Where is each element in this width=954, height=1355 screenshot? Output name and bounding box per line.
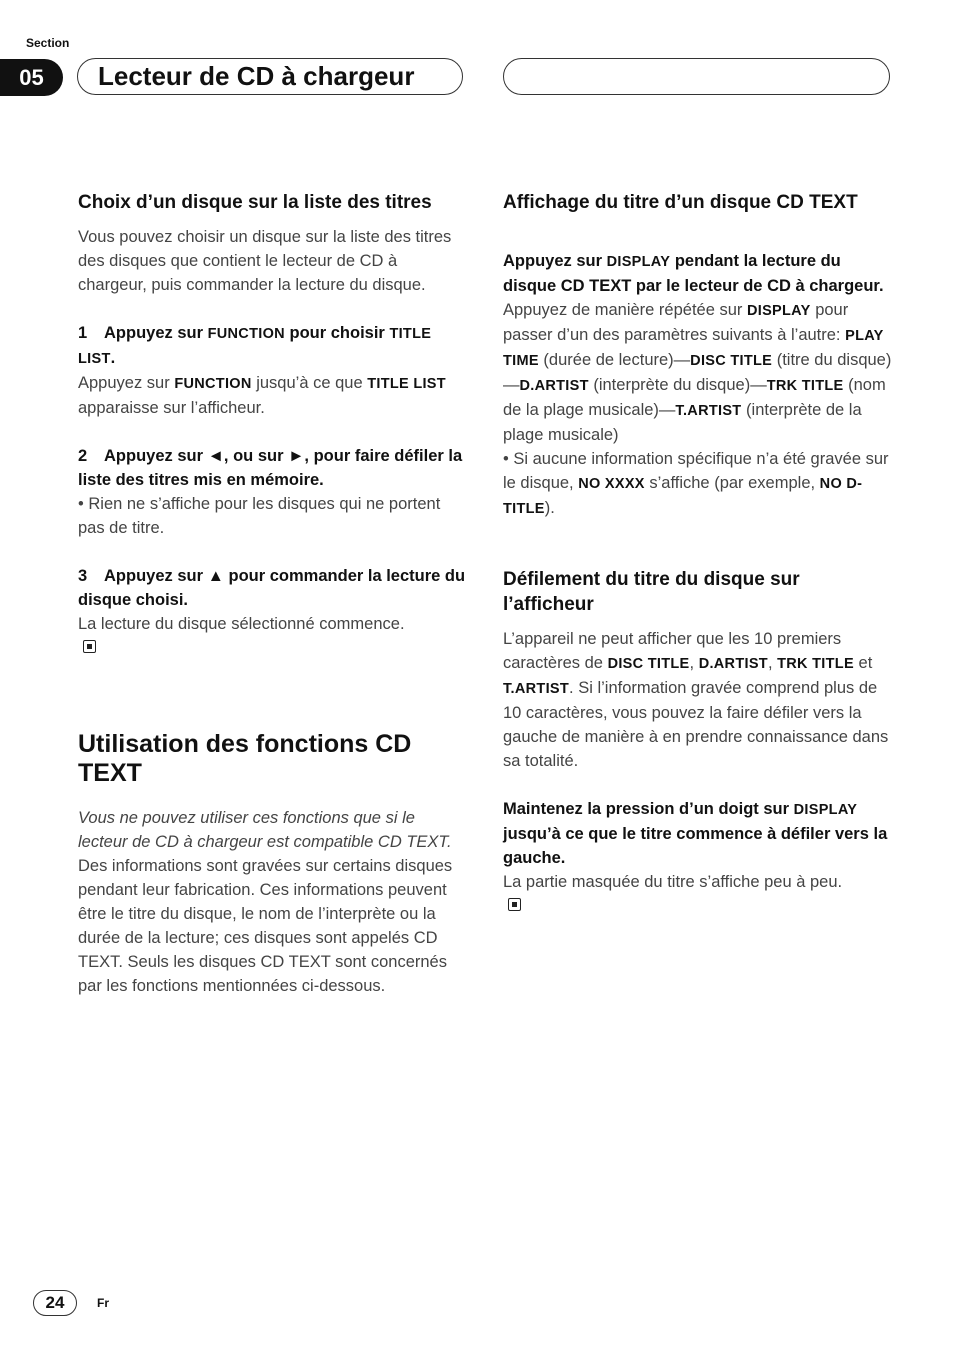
- section-label: Section: [26, 36, 70, 50]
- section-heading-cd-text: Utilisation des fonctions CD TEXT: [78, 730, 412, 787]
- step-2-instruction: 2 Appuyez sur ◄, ou sur ►, pour faire défiler la liste des titres mis en mémoire.: [78, 444, 468, 492]
- step-number: 2: [78, 447, 88, 465]
- end-of-section-icon: [508, 898, 521, 911]
- step-1-instruction: 1 Appuyez sur FUNCTION pour choisir TITLE LIST.: [78, 321, 468, 371]
- page-title: Lecteur de CD à chargeur: [98, 61, 415, 91]
- language-code: Fr: [97, 1296, 109, 1310]
- end-of-section-icon: [83, 640, 96, 653]
- step-number: 1: [78, 324, 88, 342]
- right-column: [503, 190, 893, 918]
- step-2-body: • Rien ne s’affiche pour les disques qui ne portent pas de titre.: [78, 495, 441, 537]
- cd-text-compat-note: Vous ne pouvez utiliser ces fonctions que si le lecteur de CD à chargeur est compatible CD TEXT.: [78, 809, 452, 851]
- step-1-body: Appuyez sur FUNCTION jusqu’à ce que TITLE LIST apparaisse sur l’afficheur.: [78, 374, 446, 417]
- step-3-body: La lecture du disque sélectionné commence.: [78, 615, 405, 633]
- display-no-info-note: • Si aucune information spécifique n’a été gravée sur le disque, NO XXXX s’affiche (par exemple, NO D-TITLE).: [503, 450, 889, 517]
- step-number: 3: [78, 567, 88, 585]
- cd-text-description: Des informations sont gravées sur certains disques pendant leur fabrication. Ces informations peuvent être le titre du disque, le nom de l’interprète ou la durée de la lecture; ces disques sont appelés CD TEXT. Seuls les disques CD TEXT sont concernés par les fonctions mentionnées ci-dessous.: [78, 857, 453, 995]
- title-list-intro: Vous pouvez choisir un disque sur la liste des titres des disques que contient le lecteur de CD à chargeur, puis commander la lecture du disque.: [78, 228, 452, 294]
- display-step-instruction: Appuyez sur DISPLAY pendant la lecture du disque CD TEXT par le lecteur de CD à chargeur.: [503, 252, 884, 295]
- scroll-title-description: L’appareil ne peut afficher que les 10 premiers caractères de DISC TITLE, D.ARTIST, TRK TITLE et T.ARTIST. Si l’information gravée comprend plus de 10 caractères, vous pouvez la faire défiler vers la gauche de manière à en prendre connaissance dans sa totalité.: [503, 630, 889, 770]
- header-empty-frame: [503, 58, 890, 95]
- section-number-badge: 05: [0, 59, 63, 96]
- step-3-instruction: 3 Appuyez sur ▲ pour commander la lecture du disque choisi.: [78, 564, 468, 612]
- scroll-step-body: La partie masquée du titre s’affiche peu à peu.: [503, 873, 843, 891]
- section-heading-scroll-title: Défilement du titre du disque sur l’afficheur: [503, 569, 800, 615]
- section-heading-display-title: Affichage du titre d’un disque CD TEXT: [503, 192, 858, 213]
- display-step-body: Appuyez de manière répétée sur DISPLAY pour passer d’un des paramètres suivants à l’autre: PLAY TIME (durée de lecture)—DISC TITLE (titre du disque)—D.ARTIST (interprète du disque)—TRK TITLE (nom de la plage musicale)—T.ARTIST (interprète de la plage musicale): [503, 301, 892, 444]
- page-number: 24: [33, 1290, 77, 1316]
- section-heading-title-list: Choix d’un disque sur la liste des titres: [78, 192, 432, 213]
- left-column: [78, 190, 468, 998]
- scroll-step-instruction: Maintenez la pression d’un doigt sur DISPLAY jusqu’à ce que le titre commence à défiler vers la gauche.: [503, 800, 888, 867]
